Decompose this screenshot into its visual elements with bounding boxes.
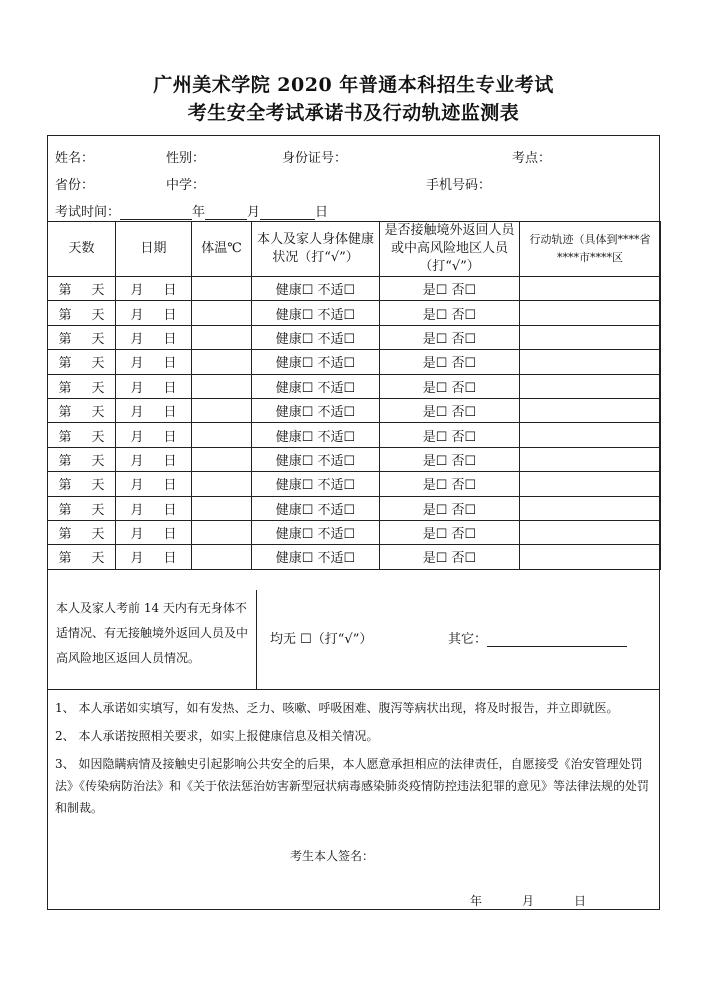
health-checkbox-cell[interactable]: 健康☐ 不适☐ (252, 472, 380, 496)
day-suffix: 天 (91, 356, 105, 372)
day-label: 日 (315, 205, 329, 220)
health-checkbox-cell[interactable]: 健康☐ 不适☐ (252, 301, 380, 325)
trajectory-cell[interactable] (520, 374, 661, 398)
contact-checkbox-cell[interactable]: 是☐ 否☐ (380, 423, 520, 447)
title-line-2: 考生安全考试承诺书及行动轨迹监测表 (187, 102, 520, 124)
day-suffix: 天 (91, 551, 105, 567)
day-cell[interactable] (48, 447, 116, 471)
contact-checkbox-cell[interactable]: 是☐ 否☐ (380, 325, 520, 349)
day-cell[interactable] (48, 325, 116, 349)
month-label: 月 (130, 356, 144, 372)
province-label: 省份： (55, 178, 95, 193)
day-label: 日 (163, 307, 177, 323)
exam-time-row (55, 201, 328, 220)
table-row (48, 447, 661, 471)
month-label: 月 (247, 205, 261, 220)
month-label: 月 (130, 380, 144, 396)
temperature-cell[interactable] (192, 325, 252, 349)
date-cell[interactable] (116, 545, 192, 569)
day-cell[interactable] (48, 520, 116, 544)
day-prefix: 第 (58, 502, 72, 518)
day-cell[interactable] (48, 398, 116, 422)
health-checkbox-cell[interactable]: 健康☐ 不适☐ (252, 496, 380, 520)
summary-question: 本人及家人考前 14 天内有无身体不适情况、有无接触境外返回人员及中高风险地区返回人员情况。 (47, 590, 257, 690)
day-prefix: 第 (58, 356, 72, 372)
table-row (48, 350, 661, 374)
day-prefix: 第 (58, 331, 72, 347)
title-line-1: 广州美术学院 2020 年普通本科招生专业考试 (153, 74, 554, 96)
day-suffix: 天 (91, 405, 105, 421)
day-prefix: 第 (58, 478, 72, 494)
id-number-label: 身份证号： (282, 151, 348, 166)
trajectory-cell[interactable] (520, 520, 661, 544)
monitoring-table (47, 221, 661, 570)
pledge-2: 2、 本人承诺按照相关要求，如实上报健康信息及相关情况。 (55, 729, 379, 743)
temperature-cell[interactable] (192, 545, 252, 569)
day-label: 日 (163, 478, 177, 494)
table-header-row (48, 222, 661, 277)
name-label: 姓名： (55, 151, 95, 166)
day-prefix: 第 (58, 429, 72, 445)
day-prefix: 第 (58, 405, 72, 421)
month-label: 月 (130, 551, 144, 567)
day-suffix: 天 (91, 478, 105, 494)
month-label: 月 (130, 478, 144, 494)
school-label: 中学： (166, 178, 206, 193)
day-label: 日 (163, 429, 177, 445)
day-label: 日 (163, 551, 177, 567)
sign-month-label: 月 (522, 894, 535, 908)
month-label: 月 (130, 429, 144, 445)
year-blank[interactable] (120, 207, 192, 220)
day-prefix: 第 (58, 283, 72, 299)
date-cell[interactable] (116, 325, 192, 349)
health-checkbox-cell[interactable]: 健康☐ 不适☐ (252, 398, 380, 422)
month-label: 月 (130, 453, 144, 469)
header-date: 日期 (116, 222, 192, 277)
day-cell[interactable] (48, 496, 116, 520)
day-label: 日 (163, 453, 177, 469)
day-cell[interactable] (48, 423, 116, 447)
month-label: 月 (130, 307, 144, 323)
pledge-1: 1、 本人承诺如实填写，如有发热、乏力、咳嗽、呼吸困难、腹泻等病状出现，将及时报告，并立即就医。 (55, 701, 619, 715)
day-suffix: 天 (91, 527, 105, 543)
phone-label: 手机号码： (426, 178, 492, 193)
exam-time-label: 考试时间： (55, 205, 121, 220)
day-prefix: 第 (58, 307, 72, 323)
temperature-cell[interactable] (192, 374, 252, 398)
trajectory-cell[interactable] (520, 301, 661, 325)
day-blank[interactable] (260, 207, 315, 220)
contact-checkbox-cell[interactable]: 是☐ 否☐ (380, 472, 520, 496)
summary-other-label: 其它： (448, 632, 488, 647)
gender-label: 性别： (166, 151, 206, 166)
table-row (48, 374, 661, 398)
date-cell[interactable] (116, 423, 192, 447)
trajectory-cell[interactable] (520, 545, 661, 569)
trajectory-cell[interactable] (520, 277, 661, 301)
temperature-cell[interactable] (192, 398, 252, 422)
day-prefix: 第 (58, 551, 72, 567)
contact-checkbox-cell[interactable]: 是☐ 否☐ (380, 398, 520, 422)
day-cell[interactable] (48, 374, 116, 398)
contact-checkbox-cell[interactable]: 是☐ 否☐ (380, 447, 520, 471)
day-label: 日 (163, 331, 177, 347)
temperature-cell[interactable] (192, 472, 252, 496)
table-row (48, 301, 661, 325)
month-label: 月 (130, 405, 144, 421)
temperature-cell[interactable] (192, 350, 252, 374)
table-row (48, 545, 661, 569)
day-suffix: 天 (91, 502, 105, 518)
day-cell[interactable] (48, 350, 116, 374)
signature-label: 考生本人签名： (290, 849, 375, 863)
summary-other (448, 628, 627, 647)
health-checkbox-cell[interactable]: 健康☐ 不适☐ (252, 325, 380, 349)
date-cell[interactable] (116, 447, 192, 471)
header-contact: 是否接触境外返回人员或中高风险地区人员（打“√”） (380, 222, 520, 277)
month-blank[interactable] (205, 207, 247, 220)
temperature-cell[interactable] (192, 423, 252, 447)
day-label: 日 (163, 356, 177, 372)
summary-none-checkbox[interactable]: 均无 ☐（打“√”） (270, 632, 373, 647)
day-label: 日 (163, 405, 177, 421)
day-cell[interactable] (48, 545, 116, 569)
day-label: 日 (163, 527, 177, 543)
contact-checkbox-cell[interactable]: 是☐ 否☐ (380, 496, 520, 520)
temperature-cell[interactable] (192, 496, 252, 520)
table-row (48, 423, 661, 447)
table-row (48, 520, 661, 544)
sign-day-label: 日 (574, 894, 587, 908)
pledge-3: 3、 如因隐瞒病情及接触史引起影响公共安全的后果，本人愿意承担相应的法律责任，自愿接受《治安管理处罚法》《传染病防治法》和《关于依法惩治妨害新型冠状病毒感染肺炎疫情防控违法犯罪的意见》等法律法规的处罚和制裁。 (55, 757, 650, 815)
temperature-cell[interactable] (192, 447, 252, 471)
sign-year-label: 年 (470, 894, 483, 908)
table-row (48, 472, 661, 496)
health-checkbox-cell[interactable]: 健康☐ 不适☐ (252, 423, 380, 447)
day-label: 日 (163, 380, 177, 396)
header-temperature: 体温℃ (192, 222, 252, 277)
day-cell[interactable] (48, 277, 116, 301)
month-label: 月 (130, 283, 144, 299)
header-trajectory: 行动轨迹（具体到****省****市****区 (520, 222, 661, 277)
month-label: 月 (130, 331, 144, 347)
contact-checkbox-cell[interactable]: 是☐ 否☐ (380, 301, 520, 325)
temperature-cell[interactable] (192, 520, 252, 544)
trajectory-cell[interactable] (520, 447, 661, 471)
temperature-cell[interactable] (192, 301, 252, 325)
day-cell[interactable] (48, 472, 116, 496)
contact-checkbox-cell[interactable]: 是☐ 否☐ (380, 277, 520, 301)
table-row (48, 325, 661, 349)
day-label: 日 (163, 502, 177, 518)
trajectory-cell[interactable] (520, 350, 661, 374)
health-checkbox-cell[interactable]: 健康☐ 不适☐ (252, 277, 380, 301)
day-suffix: 天 (91, 331, 105, 347)
date-cell[interactable] (116, 496, 192, 520)
trajectory-cell[interactable] (520, 472, 661, 496)
health-checkbox-cell[interactable]: 健康☐ 不适☐ (252, 447, 380, 471)
day-label: 日 (163, 283, 177, 299)
header-health: 本人及家人身体健康状况（打“√”） (252, 222, 380, 277)
day-prefix: 第 (58, 453, 72, 469)
day-suffix: 天 (91, 453, 105, 469)
trajectory-cell[interactable] (520, 325, 661, 349)
day-prefix: 第 (58, 527, 72, 543)
health-checkbox-cell[interactable]: 健康☐ 不适☐ (252, 374, 380, 398)
date-cell[interactable] (116, 301, 192, 325)
exam-site-label: 考点： (512, 151, 552, 166)
year-label: 年 (192, 205, 206, 220)
table-row (48, 398, 661, 422)
trajectory-cell[interactable] (520, 423, 661, 447)
date-cell[interactable] (116, 398, 192, 422)
sign-date (470, 892, 586, 909)
month-label: 月 (130, 502, 144, 518)
table-row (48, 496, 661, 520)
contact-checkbox-cell[interactable]: 是☐ 否☐ (380, 520, 520, 544)
date-cell[interactable] (116, 350, 192, 374)
contact-checkbox-cell[interactable]: 是☐ 否☐ (380, 374, 520, 398)
day-suffix: 天 (91, 429, 105, 445)
temperature-cell[interactable] (192, 277, 252, 301)
trajectory-cell[interactable] (520, 496, 661, 520)
day-prefix: 第 (58, 380, 72, 396)
contact-checkbox-cell[interactable]: 是☐ 否☐ (380, 350, 520, 374)
day-cell[interactable] (48, 301, 116, 325)
header-days: 天数 (48, 222, 116, 277)
date-cell[interactable] (116, 472, 192, 496)
table-row (48, 277, 661, 301)
contact-checkbox-cell[interactable]: 是☐ 否☐ (380, 545, 520, 569)
trajectory-cell[interactable] (520, 398, 661, 422)
month-label: 月 (130, 527, 144, 543)
day-suffix: 天 (91, 283, 105, 299)
health-checkbox-cell[interactable]: 健康☐ 不适☐ (252, 545, 380, 569)
summary-other-blank[interactable] (487, 634, 627, 647)
day-suffix: 天 (91, 307, 105, 323)
date-cell[interactable] (116, 277, 192, 301)
date-cell[interactable] (116, 374, 192, 398)
summary-answer-cell (256, 590, 660, 690)
health-checkbox-cell[interactable]: 健康☐ 不适☐ (252, 520, 380, 544)
day-suffix: 天 (91, 380, 105, 396)
health-checkbox-cell[interactable]: 健康☐ 不适☐ (252, 350, 380, 374)
date-cell[interactable] (116, 520, 192, 544)
